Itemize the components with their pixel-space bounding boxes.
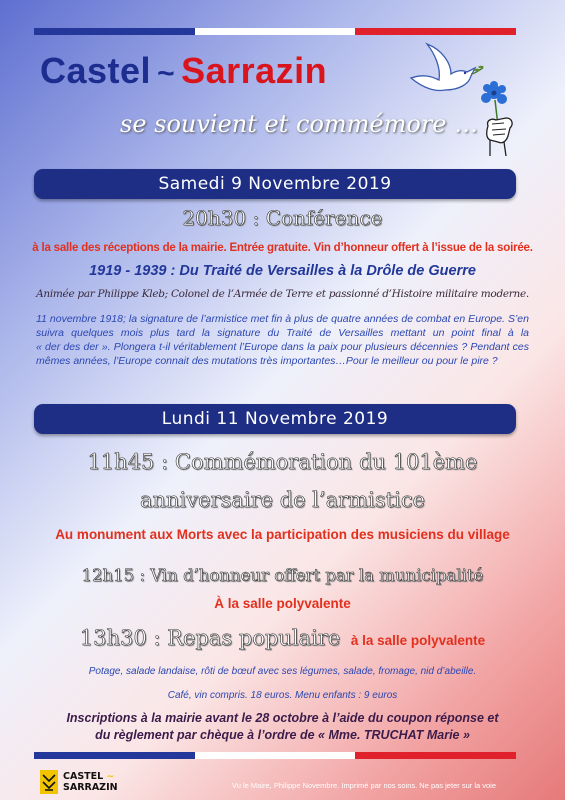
dove-icon [405,40,485,100]
top-flag-bar [34,28,516,35]
menu-description: Potage, salade landaise, rôti de bœuf avec ses légumes, salade, fromage, nid d’abeille. [88,666,477,677]
description-line: 11 novembre 1918; la signature de l’armistice met fin à plus de quatre années de combat en Europe. S’en [36,313,529,325]
description-line: suivra quelques mois plus tard la signature du Traité de Versailles mettant un point final à la [36,327,529,339]
footer-logo-line1: CASTEL [63,771,104,782]
title-part-sarrazin: Sarrazin [181,50,328,91]
inscription-line1: Inscriptions à la mairie avant le 28 octobre à l’aide du coupon réponse et [66,711,499,725]
conference-venue: à la salle des réceptions de la mairie. Entrée gratuite. Vin d’honneur offert à l’issue de la soirée. [32,242,533,254]
monument-info: Au monument aux Morts avec la participation des musiciens du village [55,527,510,542]
town-emblem-icon [40,770,58,794]
subtitle: se souvient et commémore … [120,110,479,138]
conference-theme: 1919 - 1939 : Du Traité de Versailles à la Drôle de Guerre [89,263,476,279]
cornflower-fist-icon [476,80,526,158]
footer-logo-line2: SARRAZIN [63,782,118,793]
title-part-castel: Castel [40,50,152,91]
repas-line [0,626,565,650]
conference-title: 20h30 : Conférence [182,206,383,230]
vin-honneur-venue: À la salle polyvalente [214,596,351,611]
footer-logo [40,770,118,794]
repas-title: 13h30 : Repas populaire [79,626,341,650]
conference-speaker: Animée par Philippe Kleb; Colonel de l’Armée de Terre et passionné d’Histoire militaire moderne. [36,288,529,300]
footer-legal: Vu le Maire, Philippe Novembre. Imprimé par nos soins. Ne pas jeter sur la voie [232,781,497,790]
inscription-line2: du règlement par chèque à l’ordre de « Mme. TRUCHAT Marie » [95,728,470,742]
page-title [40,50,327,92]
bottom-flag-bar [34,752,516,759]
vin-honneur-title: 12h15 : Vin d’honneur offert par la municipalité [81,566,484,585]
conference-description [36,312,529,368]
date-banner-day2: Lundi 11 Novembre 2019 [34,404,516,434]
title-separator: ~ [157,57,176,90]
date-banner-day1: Samedi 9 Novembre 2019 [34,169,516,199]
commemoration-title-line1: 11h45 : Commémoration du 101ème [87,450,478,474]
footer-logo-sep: ~ [106,771,115,782]
description-line: « der des der ». Plongera t-il véritablement l’Europe dans la paix pour plusieurs décennies ? Pendant ces [36,341,529,353]
price-info: Café, vin compris. 18 euros. Menu enfants : 9 euros [167,690,398,701]
description-line: mêmes années, l’Europe connait des mutations très importantes…Pour le meilleur ou pour le pire ? [36,355,498,367]
commemoration-title-line2: anniversaire de l’armistice [139,488,426,512]
repas-venue: à la salle polyvalente [350,633,486,648]
